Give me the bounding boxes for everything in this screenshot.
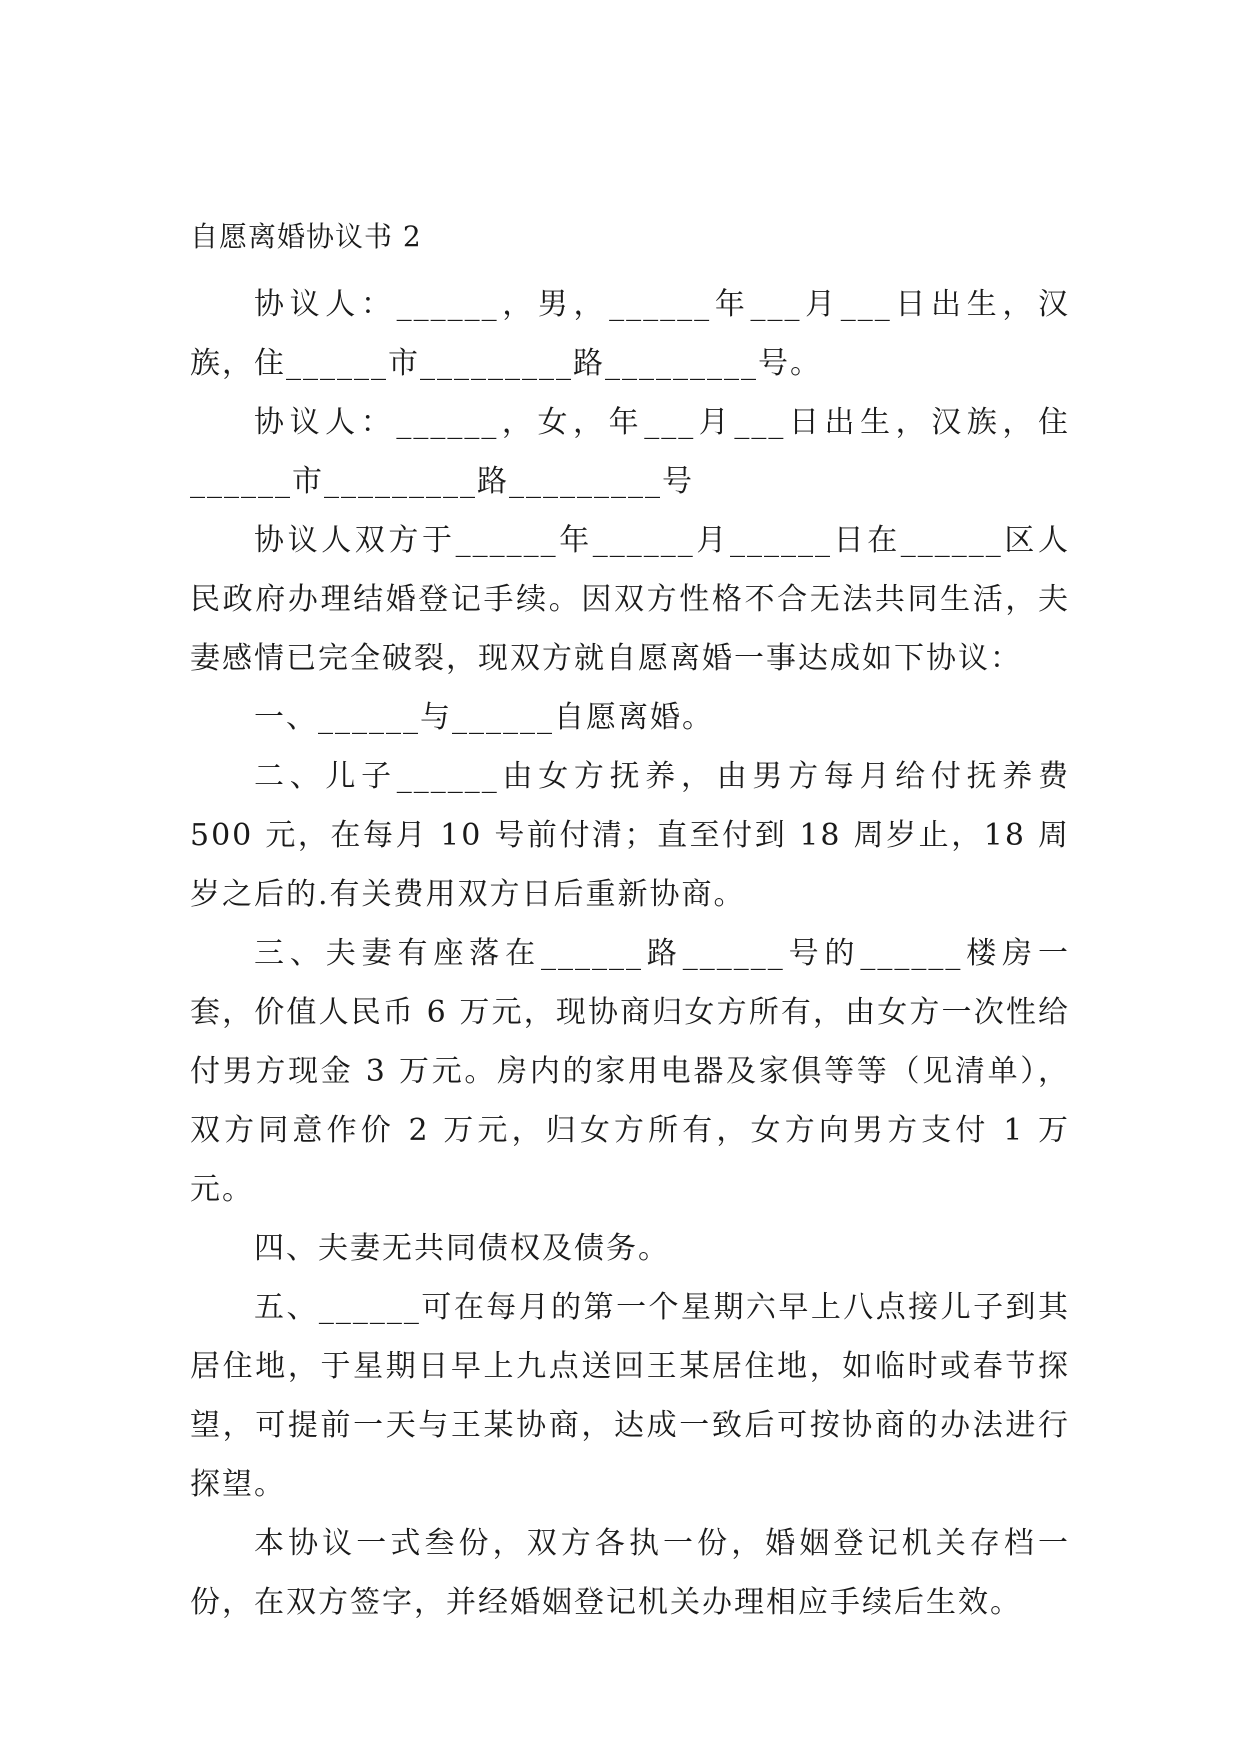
paragraph-clause-3: 三、夫妻有座落在______路______号的______楼房一套，价值人民币 6 万元，现协商归女方所有，由女方一次性给付男方现金 3 万元。房内的家用电器及家俱等等（见清单），双方同意作价 2 万元，归女方所有，女方向男方支付 1 万元。 [190, 936, 1070, 1207]
paragraph-clause-1: 一、______与______自愿离婚。 [254, 700, 714, 735]
document-body [190, 217, 1070, 1632]
paragraph-clause-5: 五、______可在每月的第一个星期六早上八点接儿子到其居住地，于星期日早上九点送回王某居住地，如临时或春节探望，可提前一天与王某协商，达成一致后可按协商的办法进行探望。 [190, 1290, 1070, 1502]
paragraph-clause-2: 二、儿子______由女方抚养，由男方每月给付抚养费 500 元，在每月 10 号前付清；直至付到 18 周岁止，18 周岁之后的.有关费用双方日后重新协商。 [190, 759, 1070, 912]
paragraph-clause-4: 四、夫妻无共同债权及债务。 [254, 1231, 670, 1266]
paragraph-effectiveness: 本协议一式叁份，双方各执一份，婚姻登记机关存档一份，在双方签字，并经婚姻登记机关办理相应手续后生效。 [190, 1526, 1070, 1620]
paragraph-party-female: 协议人：______，女，年___月___日出生，汉族，住______市_________路_________号 [190, 405, 1070, 499]
paragraph-marriage-registration: 协议人双方于______年______月______日在______区人民政府办理结婚登记手续。因双方性格不合无法共同生活，夫妻感情已完全破裂，现双方就自愿离婚一事达成如下协议： [190, 523, 1070, 676]
document-title: 自愿离婚协议书 2 [190, 220, 422, 253]
paragraph-party-male: 协议人：______，男，______年___月___日出生，汉族，住______市_________路_________号。 [190, 287, 1070, 381]
